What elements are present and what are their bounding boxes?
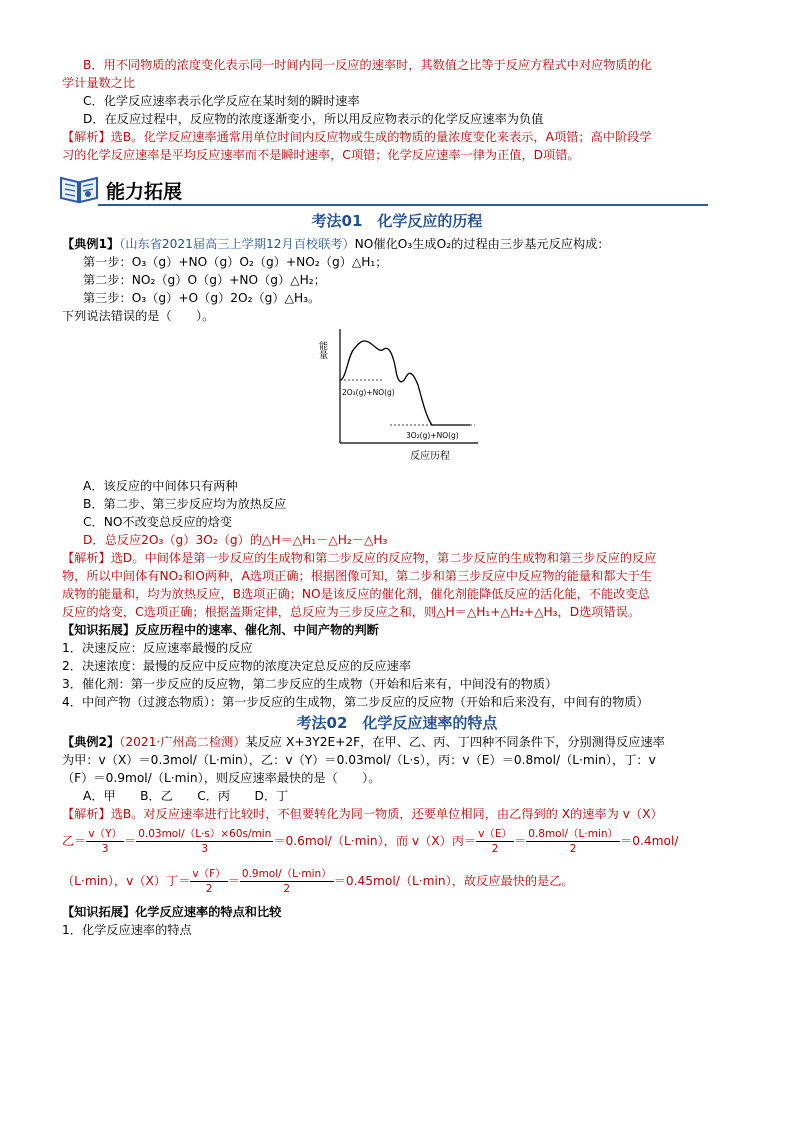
analysis-line1: 【解析】选B。化学反应速率通常用单位时间内反应物或生成的物质的量浓度变化来表示，A项错；高中阶段学 bbox=[62, 130, 652, 144]
analysis1-line3: 成物的能量和，均为放热反应，B选项正确；NO是该反应的催化剂，催化剂能降低反应的活化能，不能改变总 bbox=[62, 587, 650, 601]
fraction-2 bbox=[136, 827, 273, 856]
fraction-1 bbox=[86, 827, 124, 856]
example2-line2: 为甲：v（X）＝0.3mol/（L·min），乙：v（Y）＝0.03mol/（L·s），丙：v（E）＝0.8mol/（L·min），丁：v bbox=[62, 753, 656, 767]
book-icon bbox=[58, 170, 100, 206]
fraction-5-den: 2 bbox=[205, 883, 213, 895]
extension1-title: 反应历程中的速率、催化剂、中间产物的判断 bbox=[135, 623, 379, 637]
option-1b: B．第二步、第三步反应均为放热反应 bbox=[83, 497, 287, 511]
option-d: D．在反应过程中，反应物的浓度逐渐变小，所以用反应物表示的化学反应速率为负值 bbox=[83, 112, 544, 126]
step-3: 第三步：O₃（g）+O（g）2O₂（g）△H₃。 bbox=[83, 291, 321, 305]
fraction-6-num: 0.9mol/（L·min） bbox=[241, 868, 332, 880]
fraction-1-den: 3 bbox=[101, 843, 109, 855]
extension1-item3: 3．催化剂：第一步反应的反应物，第二步反应的生成物（开始和后来有，中间没有的物质） bbox=[62, 677, 558, 691]
example2-label: 【典例2】 bbox=[62, 735, 120, 749]
fraction-2-den: 3 bbox=[201, 843, 209, 855]
fraction-4-num: 0.8mol/（L·min） bbox=[528, 828, 619, 840]
question-1: 下列说法错误的是（ ）。 bbox=[62, 309, 215, 323]
analysis1-line2: 物，所以中间体有NO₂和O两种，A选项正确；根据图像可知，第二步和第三步反应中反应物的能量和都大于生 bbox=[62, 569, 652, 583]
extension2-label: 【知识拓展】 bbox=[62, 905, 136, 919]
analysis2-text-e: ＝0.45mol/（L·min），故反应最快的是乙。 bbox=[333, 874, 574, 888]
analysis2-text-c: ＝0.4mol/ bbox=[620, 834, 679, 848]
extension2-title: 化学反应速率的特点和比较 bbox=[135, 905, 282, 919]
fraction-6 bbox=[240, 867, 334, 896]
energy-diagram-svg bbox=[317, 325, 480, 465]
x-axis-label: 反应历程 bbox=[410, 451, 450, 462]
example2-options: A．甲 B．乙 C．丙 D．丁 bbox=[83, 789, 289, 803]
option-1d: D．总反应2O₃（g）3O₂（g）的△H＝△H₁－△H₂－△H₃ bbox=[83, 533, 388, 547]
analysis2-text-b: ＝0.6mol/（L·min），而 v（X）丙＝ bbox=[273, 834, 477, 848]
extension1-item1: 1．决速反应：反应速率最慢的反应 bbox=[62, 641, 253, 655]
extension2-item1: 1．化学反应速率的特点 bbox=[62, 923, 192, 937]
energy-diagram bbox=[317, 325, 480, 465]
fraction-3-den: 2 bbox=[491, 843, 499, 855]
extension1-item4: 4．中间产物（过渡态物质）：第一步反应的生成物，第二步反应的反应物（开始和后来没有，中间有的物质） bbox=[62, 695, 649, 709]
fraction-2-num: 0.03mol/（L·s）×60s/min bbox=[138, 828, 272, 840]
example2-line1 bbox=[62, 734, 665, 751]
fraction-3-num: v（E） bbox=[478, 828, 513, 840]
analysis-line2: 习的化学反应速率是平均反应速率而不是瞬时速率，C项错；化学反应速率一律为正值，D项错。 bbox=[62, 148, 580, 162]
extension1-item2: 2．决速浓度：最慢的反应中反应物的浓度决定总反应的反应速率 bbox=[62, 659, 412, 673]
extension2-heading bbox=[62, 904, 281, 921]
analysis1-line4: 反应的焓变，C选项正确；根据盖斯定律，总反应为三步反应之和，则△H＝△H₁+△H₂+△H₃，D选项错误。 bbox=[62, 605, 641, 619]
option-b-line2: 学计量数之比 bbox=[62, 76, 136, 90]
section2-title: 考法02 化学反应速率的特点 bbox=[296, 714, 498, 732]
option-1a: A．该反应的中间体只有两种 bbox=[83, 479, 238, 493]
option-1c: C．NO不改变总反应的焓变 bbox=[83, 515, 233, 529]
section-banner bbox=[58, 168, 708, 208]
example1-source: （山东省2021届高三上学期12月百校联考） bbox=[119, 237, 355, 251]
option-b-line1: B．用不同物质的浓度变化表示同一时间内同一反应的速率时，其数值之比等于反应方程式中对应物质的化 bbox=[83, 58, 652, 72]
reactant-level-label: 2O₃(g)+NO(g) bbox=[342, 388, 395, 397]
energy-curve bbox=[340, 341, 470, 425]
example1-label: 【典例1】 bbox=[62, 237, 120, 251]
example2-source: （2021·广州高二检测） bbox=[119, 735, 246, 749]
banner-rule bbox=[98, 204, 708, 206]
fraction-3 bbox=[476, 827, 514, 856]
example2-text: 某反应 X+3Y2E+2F，在甲、乙、丙、丁四种不同条件下，分别测得反应速率 bbox=[245, 735, 665, 749]
example2-line3: （F）＝0.9mol/（L·min），则反应速率最快的是（ ）。 bbox=[62, 771, 381, 785]
banner-title: 能力拓展 bbox=[106, 181, 183, 203]
example1-text: NO催化O₃生成O₂的过程由三步基元反应构成： bbox=[354, 237, 610, 251]
step-1: 第一步：O₃（g）+NO（g）O₂（g）+NO₂（g）△H₁； bbox=[83, 255, 388, 269]
analysis2-line1: 【解析】选B。对反应速率进行比较时，不但要转化为同一物质，还要单位相同，由乙得到的 X的速率为 v（X） bbox=[62, 807, 663, 821]
extension1-heading bbox=[62, 622, 379, 639]
analysis2-text-a: 乙＝ bbox=[62, 834, 87, 848]
option-c: C．化学反应速率表示化学反应在某时刻的瞬时速率 bbox=[83, 94, 360, 108]
extension1-label: 【知识拓展】 bbox=[62, 623, 136, 637]
section1-title: 考法01 化学反应的历程 bbox=[311, 212, 483, 230]
y-axis-label: 能量 bbox=[317, 341, 327, 359]
product-level-label: 3O₂(g)+NO(g) bbox=[406, 431, 459, 440]
example1-line bbox=[62, 236, 610, 253]
analysis2-text-d: （L·min），v（X）丁＝ bbox=[62, 874, 191, 888]
fraction-4 bbox=[526, 827, 620, 856]
analysis2-line2: 乙＝ $\frac{v(Y)}{3}$ ＝ $\frac{\text{0.03mol/（L·s）×60s/min}}{3}$ ＝0.6mol/（L·min），而 v（X）丙＝ $\frac{v(E)}{2}$ ＝ $\frac{\text{0.8mol/（L·min）}}{2}$ ＝0.4mol/ bbox=[62, 828, 679, 855]
analysis2-line3: （L·min），v（X）丁＝ $\frac{v(F)}{2}$ ＝ $\frac{\text{0.9mol/（L·min）}}{2}$ ＝0.45mol/（L·min），故反应最快的是乙。 bbox=[62, 868, 574, 895]
fraction-6-den: 2 bbox=[283, 883, 291, 895]
fraction-5 bbox=[190, 867, 227, 896]
step-2: 第二步：NO₂（g）O（g）+NO（g）△H₂； bbox=[83, 273, 326, 287]
fraction-1-num: v（Y） bbox=[88, 828, 123, 840]
analysis1-line1: 【解析】选D。中间体是第一步反应的生成物和第二步反应的反应物，第二步反应的生成物和第三步反应的反应 bbox=[62, 551, 657, 565]
fraction-5-num: v（F） bbox=[192, 868, 226, 880]
fraction-4-den: 2 bbox=[569, 843, 577, 855]
